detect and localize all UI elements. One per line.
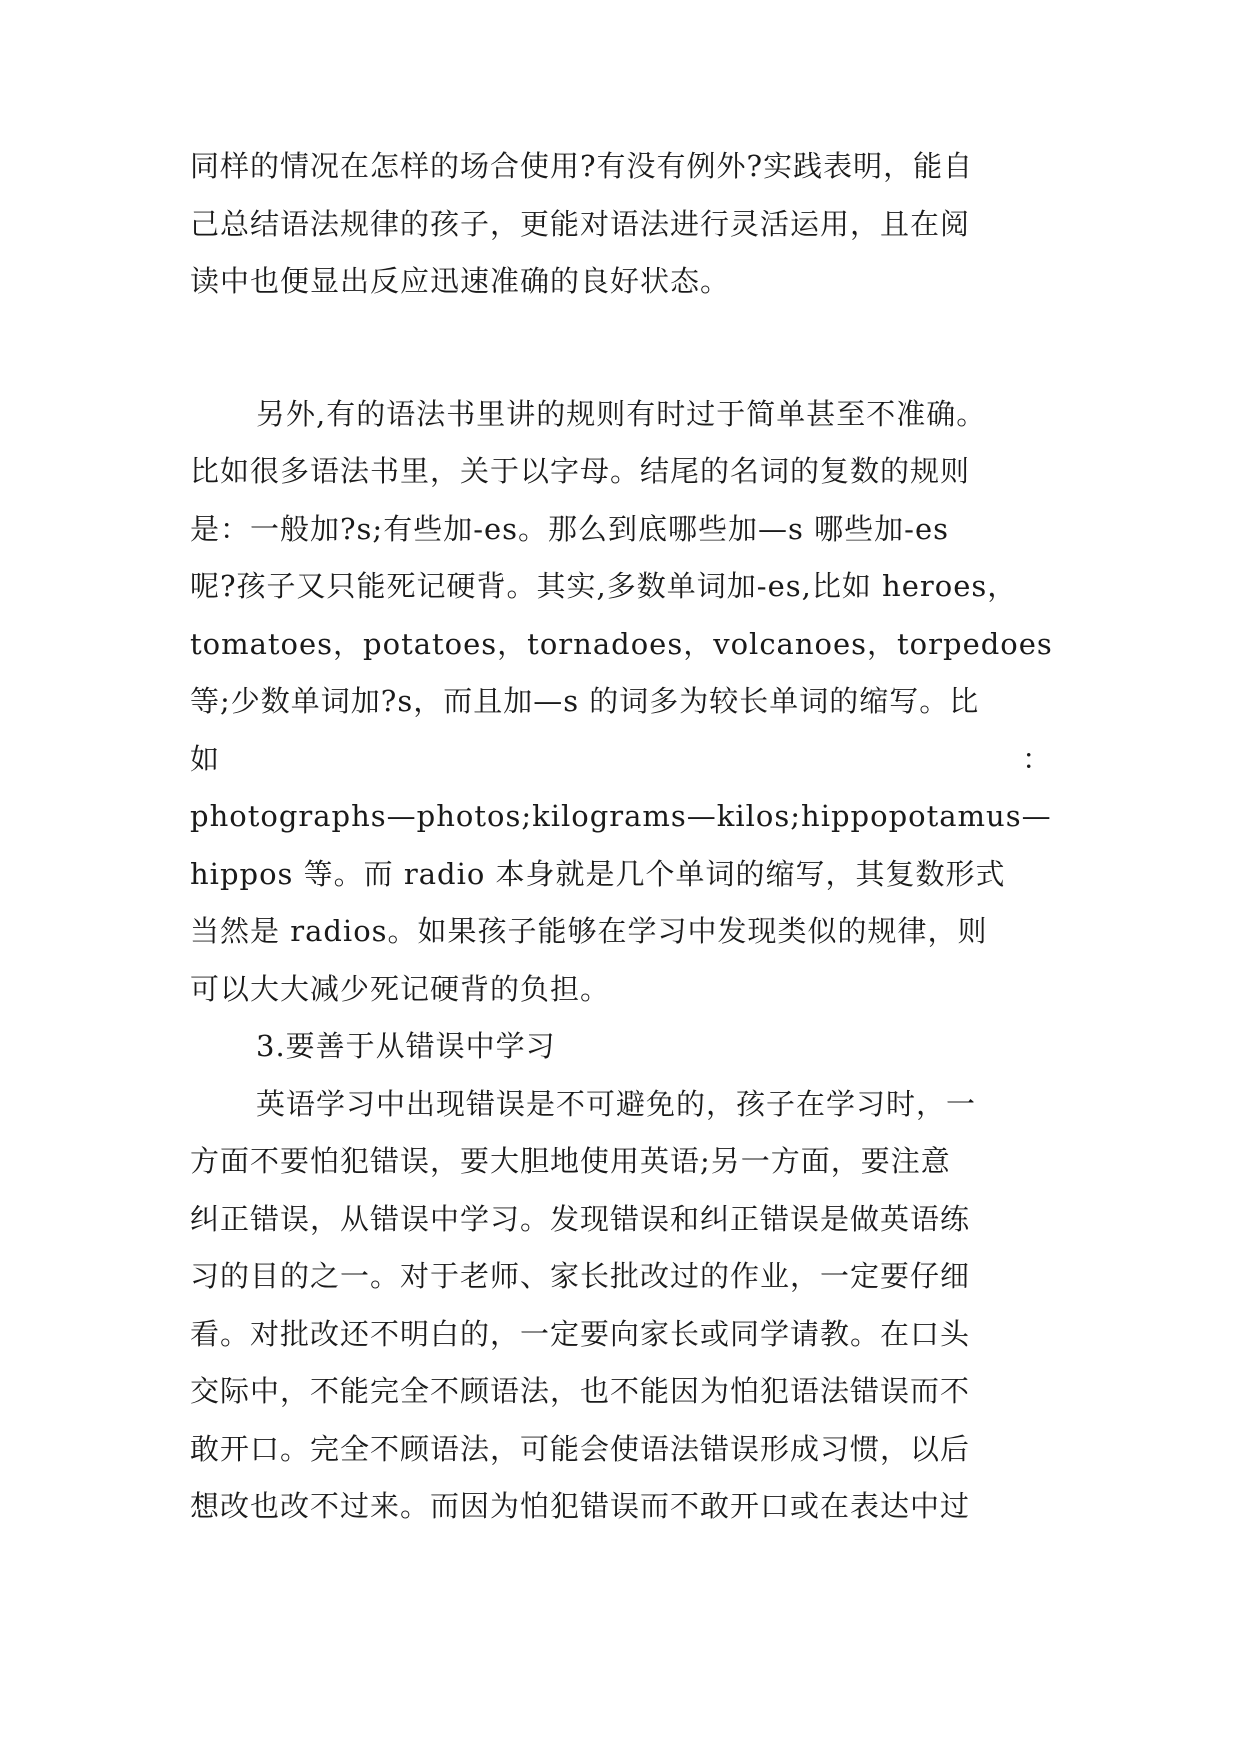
paragraph-first-line: 另外,有的语法书里讲的规则有时过于简单甚至不准确。 [256,397,987,431]
text-line: 呢?孩子又只能死记硬背。其实,多数单词加-es,比如 heroes， [190,569,1018,603]
text-line: hippos 等。而 radio 本身就是几个单词的缩写，其复数形式 [190,857,1006,891]
text-line: tomatoes，potatoes，tornadoes，volcanoes，torpedoes [190,627,1053,661]
text-line: 看。对批改还不明白的，一定要向家长或同学请教。在口头 [190,1317,971,1351]
text-line: 如 [190,742,221,776]
text-line: 当然是 radios。如果孩子能够在学习中发现类似的规律，则 [190,914,988,948]
text-line: 纠正错误，从错误中学习。发现错误和纠正错误是做英语练 [190,1202,971,1236]
text-line: 可以大大减少死记硬背的负担。 [190,972,611,1006]
text-line: photographs—photos;kilograms—kilos;hippopotamus— [190,799,1052,833]
text-line: 想改也改不过来。而因为怕犯错误而不敢开口或在表达中过 [190,1489,971,1523]
text-line: 方面不要怕犯错误，要大胆地使用英语;另一方面，要注意 [190,1144,951,1178]
text-line: 等;少数单词加?s，而且加—s 的词多为较长单词的缩写。比 [190,684,980,718]
text-line: 交际中，不能完全不顾语法，也不能因为怕犯语法错误而不 [190,1374,971,1408]
text-line: 习的目的之一。对于老师、家长批改过的作业，一定要仔细 [190,1259,971,1293]
text-line: 己总结语法规律的孩子，更能对语法进行灵活运用，且在阅 [190,207,971,241]
text-line: 读中也便显出反应迅速准确的良好状态。 [190,264,731,298]
text-line: 同样的情况在怎样的场合使用?有没有例外?实践表明，能自 [190,149,974,183]
section-heading: 3.要善于从错误中学习 [256,1029,556,1063]
paragraph-first-line: 英语学习中出现错误是不可避免的，孩子在学习时，一 [256,1087,977,1121]
justified-colon: ： [1022,742,1052,776]
text-line: 比如很多语法书里，关于以字母。结尾的名词的复数的规则 [190,454,971,488]
text-line: 敢开口。完全不顾语法，可能会使语法错误形成习惯，以后 [190,1432,971,1466]
text-line: 是：一般加?s;有些加-es。那么到底哪些加—s 哪些加-es [190,512,949,546]
